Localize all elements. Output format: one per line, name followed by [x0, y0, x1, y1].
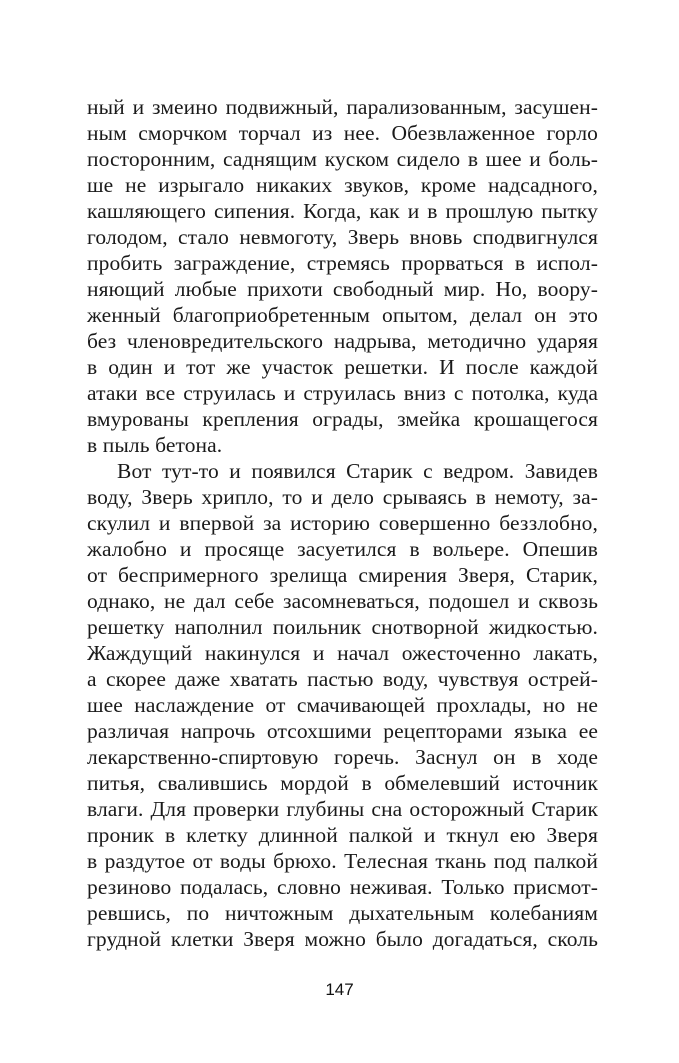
text-line: однако, не дал себе засомневаться, подошел и сквозь	[87, 589, 598, 613]
text-line: ным сморчком торчал из нее. Обезвлаженное горло	[87, 121, 598, 145]
text-line: атаки все струилась и струилась вниз с потолка, куда	[87, 381, 598, 405]
text-line: Жаждущий накинулся и начал ожесточенно лакать,	[87, 641, 598, 665]
text-line: жалобно и просяще засуетился в вольере. Опешив	[87, 537, 598, 561]
text-line: питья, свалившись мордой в обмелевший источник	[87, 771, 598, 795]
text-line: без членовредительского надрыва, методично ударяя	[87, 329, 598, 353]
text-line: лекарственно-спиртовую горечь. Заснул он в ходе	[87, 745, 598, 769]
text-line: ше не изрыгало никаких звуков, кроме надсадного,	[87, 173, 598, 197]
text-line: вмурованы крепления ограды, змейка крошащегося	[87, 407, 598, 431]
text-line: от беспримерного зрелища смирения Зверя, Старик,	[87, 563, 598, 587]
text-line: проник в клетку длинной палкой и ткнул ею Зверя	[87, 823, 598, 847]
text-line: шее наслаждение от смачивающей прохлады, но не	[87, 693, 598, 717]
text-line: решетку наполнил поильник снотворной жидкостью.	[87, 615, 598, 639]
text-line: ревшись, по ничтожным дыхательным колебаниям	[87, 901, 598, 925]
text-line: голодом, стало невмоготу, Зверь вновь сподвигнулся	[87, 225, 598, 249]
text-line: ный и змеино подвижный, парализованным, засушен-	[87, 95, 598, 119]
text-line: няющий любые прихоти свободный мир. Но, воору-	[87, 277, 598, 301]
text-line: различая напрочь отсохшими рецепторами языка ее	[87, 719, 598, 743]
text-line: Вот тут-то и появился Старик с ведром. Завидев	[117, 459, 598, 483]
text-line: в один и тот же участок решетки. И после каждой	[87, 355, 598, 379]
text-line: пробить заграждение, стремясь прорваться в испол-	[87, 251, 598, 275]
text-line: женный благоприобретенным опытом, делал он это	[87, 303, 598, 327]
text-line: грудной клетки Зверя можно было догадаться, сколь	[87, 927, 598, 951]
page-text	[87, 94, 598, 952]
text-line: резиново подалась, словно неживая. Только присмот-	[87, 875, 598, 899]
text-line: а скорее даже хватать пастью воду, чувствуя острей-	[87, 667, 598, 691]
text-line: влаги. Для проверки глубины сна осторожный Старик	[87, 797, 598, 821]
text-line: скулил и впервой за историю совершенно беззлобно,	[87, 511, 598, 535]
text-line: посторонним, саднящим куском сидело в шее и боль-	[87, 147, 598, 171]
page-number: 147	[325, 980, 354, 999]
text-line: в раздутое от воды брюхо. Телесная ткань под палкой	[87, 849, 598, 873]
text-line: в пыль бетона.	[87, 433, 223, 457]
text-line: воду, Зверь хрипло, то и дело срываясь в немоту, за-	[87, 485, 598, 509]
text-line: кашляющего сипения. Когда, как и в прошлую пытку	[87, 199, 598, 223]
